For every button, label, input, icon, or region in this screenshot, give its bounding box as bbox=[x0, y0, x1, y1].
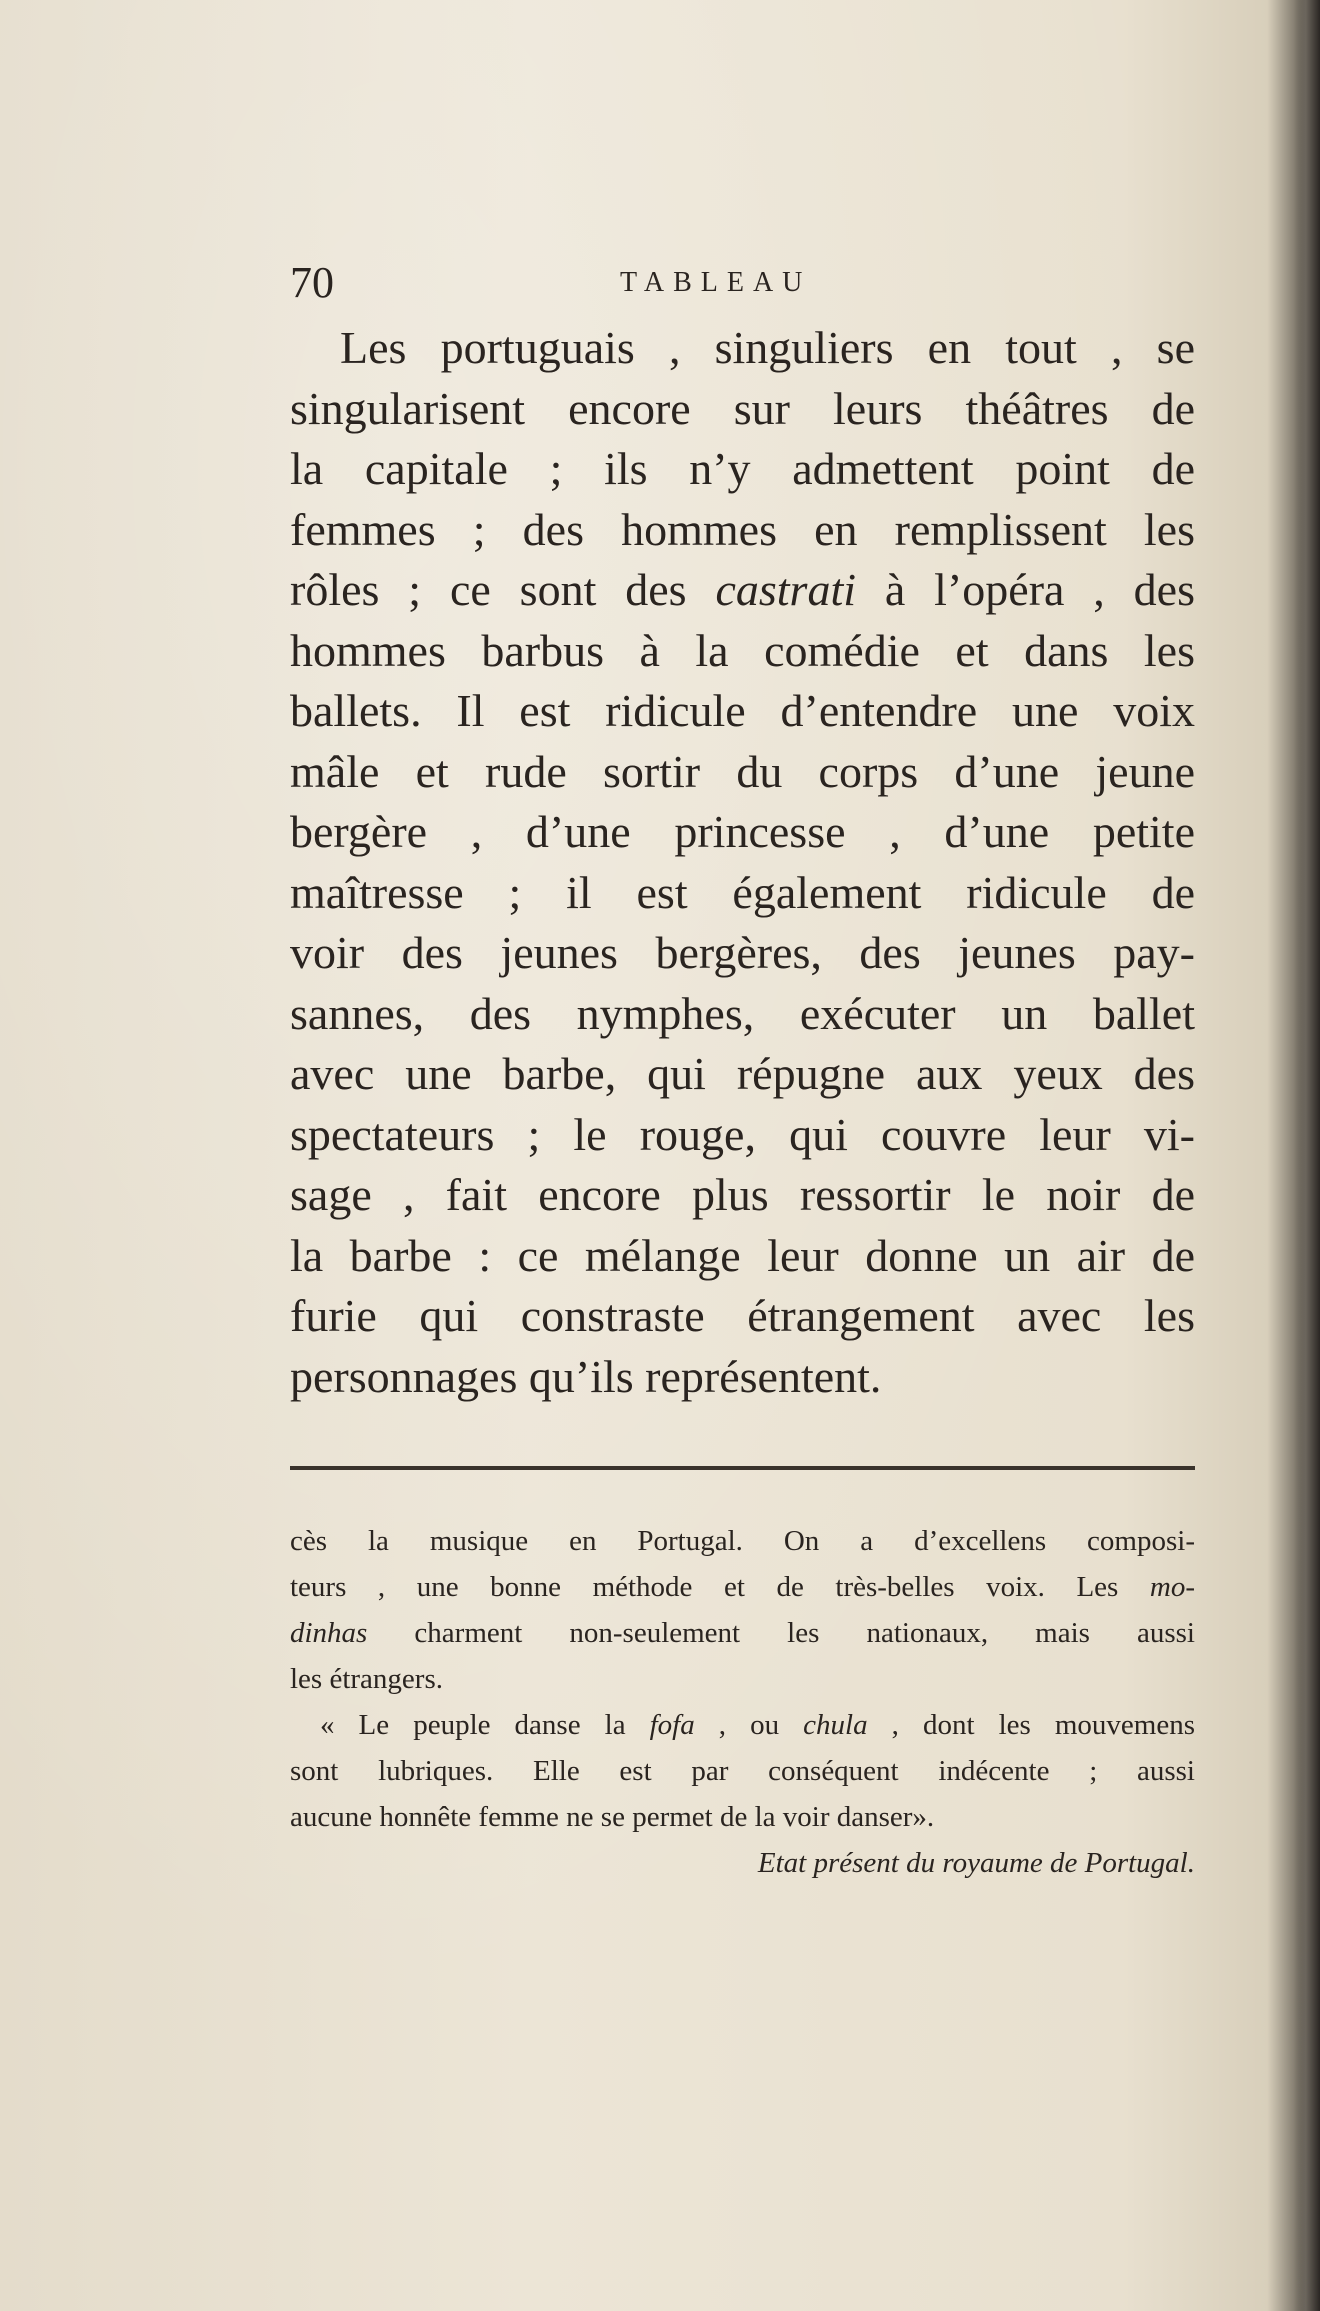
footnote-line: les étrangers. bbox=[290, 1663, 443, 1695]
italic-word: dinhas bbox=[290, 1617, 368, 1649]
footnotes bbox=[290, 1518, 1195, 1886]
text-line: bergère , d’une princesse , d’une petite bbox=[290, 806, 1195, 857]
footnote-line: sont lubriques. Elle est par conséquent indécente ; aussi bbox=[290, 1755, 1195, 1787]
text-line: personnages qu’ils représentent. bbox=[290, 1350, 882, 1402]
text-segment: charment non-seulement les nationaux, mais aussi bbox=[367, 1617, 1195, 1649]
text-line: la capitale ; ils n’y admettent point de bbox=[290, 443, 1195, 494]
footnote-line bbox=[290, 1564, 1195, 1610]
text-line: singularisent encore sur leurs théâtres de bbox=[290, 382, 1195, 434]
footnote-source: Etat présent du royaume de Portugal. bbox=[757, 1847, 1195, 1879]
footnote-line bbox=[290, 1610, 1195, 1656]
footnote-line bbox=[290, 1702, 1195, 1748]
italic-word: fofa bbox=[649, 1709, 695, 1741]
text-segment: rôles ; ce sont des bbox=[290, 564, 716, 615]
text-line: furie qui constraste étrangement avec les bbox=[290, 1290, 1195, 1341]
footnote-divider bbox=[290, 1466, 1195, 1470]
text-line: mâle et rude sortir du corps d’une jeune bbox=[290, 745, 1195, 797]
page-header bbox=[290, 258, 1190, 308]
text-line: hommes barbus à la comédie et dans les bbox=[290, 624, 1195, 676]
text-line: voir des jeunes bergères, des jeunes pay- bbox=[290, 927, 1195, 978]
italic-word: mo- bbox=[1149, 1571, 1195, 1603]
italic-word: chula bbox=[803, 1709, 868, 1741]
text-line: sannes, des nymphes, exécuter un ballet bbox=[290, 987, 1195, 1039]
page-edge-shadow bbox=[1294, 0, 1320, 2311]
text-line-with-italic bbox=[290, 560, 1195, 621]
footnote-line: cès la musique en Portugal. On a d’excellens composi- bbox=[290, 1525, 1195, 1557]
footnote-line: aucune honnête femme ne se permet de la voir danser». bbox=[290, 1801, 935, 1833]
text-line: Les portuguais , singuliers en tout , se bbox=[340, 322, 1195, 373]
text-segment: , dont les mouvemens bbox=[867, 1709, 1195, 1741]
text-segment: teurs , une bonne méthode et de très-belles voix. Les bbox=[290, 1571, 1150, 1603]
text-line: maîtresse ; il est également ridicule de bbox=[290, 866, 1195, 918]
main-text bbox=[290, 318, 1195, 1407]
running-title: TABLEAU bbox=[620, 267, 812, 298]
text-line: ballets. Il est ridicule d’entendre une voix bbox=[290, 685, 1195, 736]
page-number: 70 bbox=[290, 258, 334, 307]
text-segment: « Le peuple danse la bbox=[320, 1709, 650, 1741]
italic-word: castrati bbox=[715, 564, 856, 615]
text-line: avec une barbe, qui répugne aux yeux des bbox=[290, 1048, 1195, 1099]
text-segment: à l’opéra , des bbox=[856, 564, 1196, 615]
text-line: sage , fait encore plus ressortir le noir de bbox=[290, 1169, 1195, 1220]
text-line: spectateurs ; le rouge, qui couvre leur vi- bbox=[290, 1108, 1195, 1160]
text-line: la barbe : ce mélange leur donne un air de bbox=[290, 1229, 1195, 1281]
text-line: femmes ; des hommes en remplissent les bbox=[290, 503, 1195, 555]
text-segment: , ou bbox=[694, 1709, 804, 1741]
